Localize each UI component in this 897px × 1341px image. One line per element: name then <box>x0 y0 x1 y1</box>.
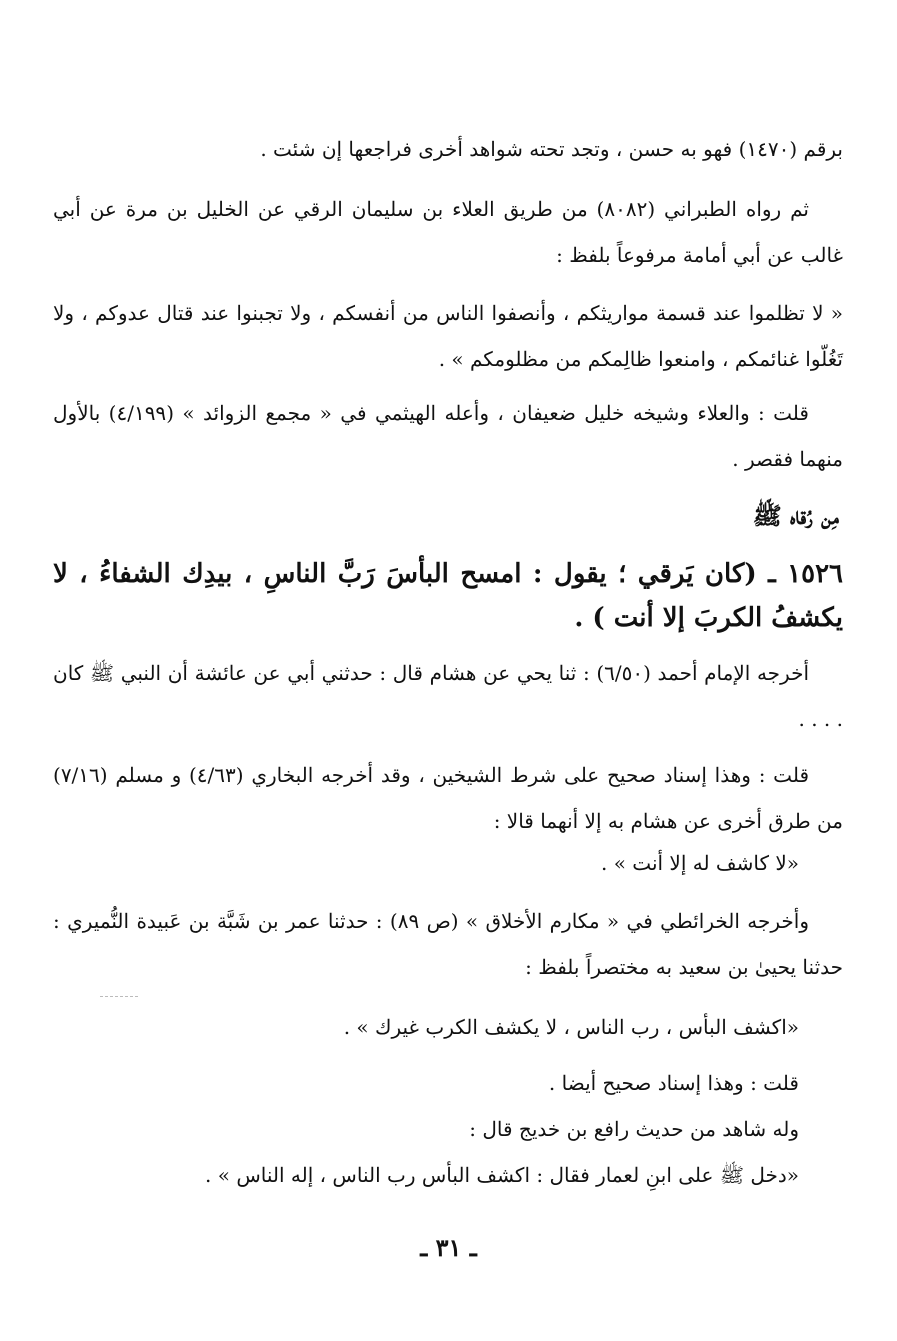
paragraph-sahih-also: قلت : وهذا إسناد صحيح أيضا . <box>548 1071 799 1095</box>
page-number: ـ ٣١ ـ <box>420 1233 477 1262</box>
section-heading: مِن رُقاه ﷺ <box>752 501 839 530</box>
quote-dakhala: «دخل ﷺ على ابنِ لعمار فقال : اكشف البأس رب الناس ، إله الناس » . <box>205 1163 799 1187</box>
paragraph-ref-1470: برقم (١٤٧٠) فهو به حسن ، وتجد تحته شواهد أخرى فراجعها إن شئت . <box>260 137 843 161</box>
paragraph-kharaiti: وأخرجه الخرائطي في « مكارم الأخلاق » (ص ٨٩) : حدثنا عمر بن شَبَّة بن عَبيدة النُّميري : حدثنا يحيىٰ بن سعيد به مختصراً بلفظ : <box>53 909 843 979</box>
paragraph-tabarani: ثم رواه الطبراني (٨٠٨٢) من طريق العلاء بن سليمان الرقي عن الخليل بن مرة عن أبي غالب عن أبي أمامة مرفوعاً بلفظ : <box>53 197 843 267</box>
quote-hadith-inheritance: « لا تظلموا عند قسمة مواريثكم ، وأنصفوا الناس من أنفسكم ، ولا تجبنوا عند قتال عدوكم ، ولا تَغُلّوا غنائمكم ، وامنعوا ظالِمكم من مظلومكم » . <box>53 301 843 371</box>
scan-mark <box>100 996 138 999</box>
paragraph-bukhari-muslim: قلت : وهذا إسناد صحيح على شرط الشيخين ، وقد أخرجه البخاري (٤/٦٣) و مسلم (٧/١٦) من طرق أخرى عن هشام به إلا أنهما قالا : <box>53 763 843 833</box>
paragraph-comment-ala: قلت : والعلاء وشيخه خليل ضعيفان ، وأعله الهيثمي في « مجمع الزوائد » (٤/١٩٩) بالأول منهما فقصر . <box>53 401 843 471</box>
hadith-1526: ١٥٢٦ ـ (كان يَرقي ؛ يقول : امسح البأسَ رَبَّ الناسِ ، بيدِك الشفاءُ ، لا يكشفُ الكربَ إلا أنت ) . <box>53 559 843 633</box>
quote-la-kashif: «لا كاشف له إلا أنت » . <box>601 851 799 875</box>
paragraph-shahid-rafi: وله شاهد من حديث رافع بن خديج قال : <box>469 1117 799 1141</box>
paragraph-ahmad: أخرجه الإمام أحمد (٦/٥٠) : ثنا يحي عن هشام قال : حدثني أبي عن عائشة أن النبي ﷺ كان . . . . <box>53 661 843 731</box>
quote-ikshif-albas: «اكشف البأس ، رب الناس ، لا يكشف الكرب غيرك » . <box>343 1015 799 1039</box>
